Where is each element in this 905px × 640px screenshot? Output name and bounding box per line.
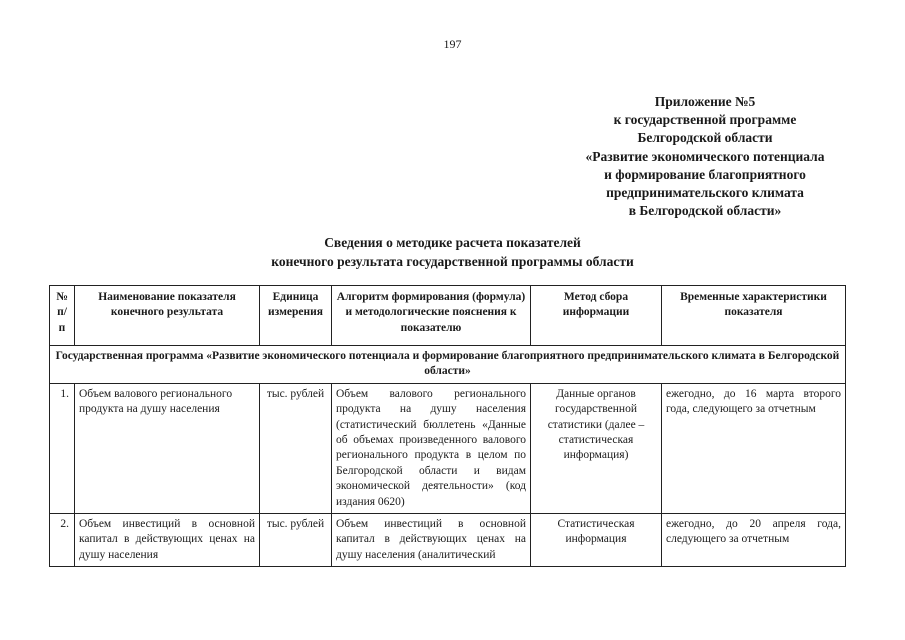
- appendix-line: Приложение №5: [654, 94, 756, 109]
- header-name: Наименование показателя конечного результата: [75, 286, 260, 346]
- row-algorithm: Объем валового регионального продукта на душу населения (статистический бюллетень «Данные об объемах произведенного валового регионального продукта в целом по Белгородской области и видам экономической деятельности» (код издания 0620): [332, 383, 531, 513]
- appendix-line: к государственной программе: [613, 112, 797, 128]
- row-method: Данные органов государственной статистики (далее – статистическая информация): [531, 383, 662, 513]
- row-unit: тыс. рублей: [260, 514, 332, 567]
- row-unit: тыс. рублей: [260, 383, 332, 513]
- header-timing: Временные характеристики показателя: [662, 286, 846, 346]
- appendix-block: [540, 93, 870, 220]
- appendix-line: в Белгородской области»: [628, 203, 782, 219]
- row-name: Объем валового регионального продукта на душу населения: [75, 383, 260, 513]
- table-row: [50, 383, 846, 513]
- row-method: Статистическая информация: [531, 514, 662, 567]
- document-title-line: конечного результата государственной программы области: [271, 254, 634, 269]
- header-algorithm: Алгоритм формирования (формула) и методологические пояснения к показателю: [332, 286, 531, 346]
- appendix-line: и формирование благоприятного: [604, 166, 806, 182]
- header-method: Метод сбора информации: [531, 286, 662, 346]
- appendix-line: «Развитие экономического потенциала: [585, 148, 825, 164]
- row-algorithm: Объем инвестиций в основной капитал в действующих ценах на душу населения (аналитический: [332, 514, 531, 567]
- appendix-line: предпринимательского климата: [606, 185, 804, 201]
- row-num: 1.: [50, 383, 75, 513]
- row-timing: ежегодно, до 16 марта второго года, следующего за отчетным: [662, 383, 846, 513]
- program-title: Государственная программа «Развитие экономического потенциала и формирование благоприятного предпринимательского климата в Белгородской области»: [50, 346, 846, 384]
- indicators-table: [49, 285, 846, 567]
- page-number: 197: [443, 37, 462, 51]
- row-num: 2.: [50, 514, 75, 567]
- document-title-line: Сведения о методике расчета показателей: [324, 235, 581, 250]
- header-num: № п/п: [50, 286, 75, 346]
- row-name: Объем инвестиций в основной капитал в действующих ценах на душу населения: [75, 514, 260, 567]
- header-unit: Единица измерения: [260, 286, 332, 346]
- table-header-row: [50, 286, 846, 346]
- row-timing: ежегодно, до 20 апреля года, следующего за отчетным: [662, 514, 846, 567]
- document-title: [0, 233, 905, 271]
- program-row: [50, 346, 846, 384]
- appendix-line: Белгородской области: [637, 130, 773, 146]
- table-row: [50, 514, 846, 567]
